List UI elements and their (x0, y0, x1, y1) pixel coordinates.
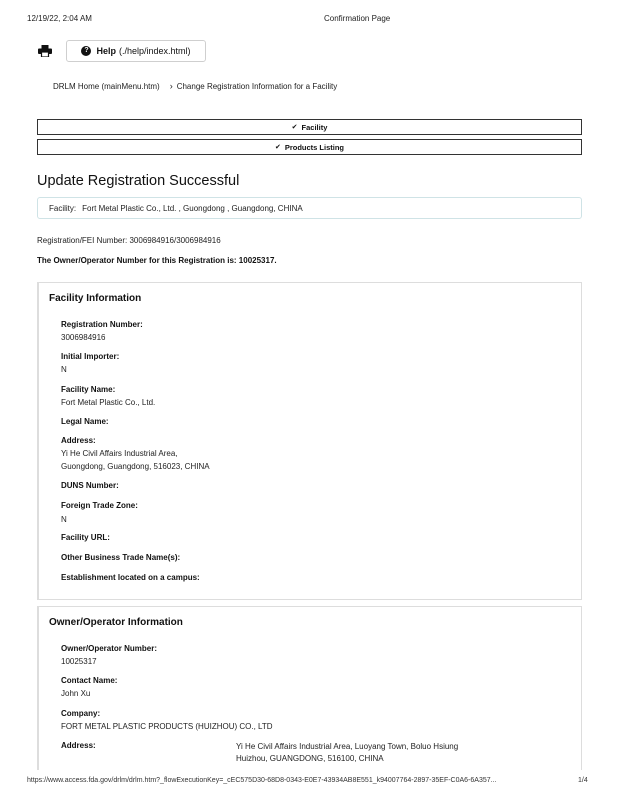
registration-number-label: Registration Number: (61, 320, 143, 329)
address-line-2: Guongdong, Guangdong, 516023, CHINA (61, 462, 210, 471)
breadcrumb-home-link[interactable]: DRLM Home (mainMenu.htm) (53, 81, 160, 91)
facility-information-title: Facility Information (49, 293, 142, 304)
products-listing-accordion-label: Products Listing (284, 142, 345, 152)
address-label: Address: (61, 436, 96, 445)
campus-label: Establishment located on a campus: (61, 573, 200, 582)
facility-summary-value: Fort Metal Plastic Co., Ltd. , Guongdong , Guangdong, CHINA (82, 203, 303, 213)
print-datetime: 12/19/22, 2:04 AM (27, 14, 92, 23)
legal-name-label: Legal Name: (61, 417, 109, 426)
company-value: FORT METAL PLASTIC PRODUCTS (HUIZHOU) CO., LTD (61, 722, 273, 731)
facility-accordion-label: Facility (301, 122, 328, 132)
check-icon: ✔ (274, 144, 281, 151)
facility-summary (37, 197, 582, 219)
foreign-trade-zone-value: N (61, 515, 67, 524)
owner-operator-information-title: Owner/Operator Information (49, 617, 183, 628)
breadcrumb-current: Change Registration Information for a Facility (176, 81, 338, 91)
address-line-1: Yi He Civil Affairs Industrial Area, (61, 449, 178, 458)
contact-name-label: Contact Name: (61, 676, 118, 685)
products-listing-accordion[interactable] (37, 139, 582, 155)
question-circle-icon: ? (81, 46, 91, 56)
facility-accordion[interactable] (37, 119, 582, 135)
chevron-right-icon: › (169, 81, 173, 91)
print-footer-url: https://www.access.fda.gov/drlm/drlm.htm?_flowExecutionKey=_cEC575D30-68D8-0343-E0E7-43934AB8E551_k94007764-2897-35EF-C0A6-6A357... (27, 777, 497, 784)
help-label: Help (96, 46, 116, 56)
owner-operator-number-line: The Owner/Operator Number for this Registration is: 10025317. (37, 256, 277, 265)
facility-information-card (37, 282, 582, 600)
initial-importer-value: N (61, 365, 67, 374)
check-icon: ✔ (291, 124, 298, 131)
print-page-title: Confirmation Page (324, 14, 391, 23)
page-heading: Update Registration Successful (37, 173, 240, 189)
duns-number-label: DUNS Number: (61, 481, 119, 490)
breadcrumb (53, 81, 337, 91)
print-page-number: 1/4 (578, 777, 588, 784)
initial-importer-label: Initial Importer: (61, 352, 120, 361)
owner-address-line-2: Huizhou, GUANGDONG, 516100, CHINA (236, 754, 384, 763)
other-trade-names-label: Other Business Trade Name(s): (61, 553, 181, 562)
foreign-trade-zone-label: Foreign Trade Zone: (61, 501, 138, 510)
owner-operator-information-card (37, 606, 582, 770)
owner-address-line-1: Yi He Civil Affairs Industrial Area, Luoyang Town, Boluo Hsiung (236, 742, 459, 751)
facility-name-value: Fort Metal Plastic Co., Ltd. (61, 398, 156, 407)
facility-summary-label: Facility: (49, 203, 77, 213)
help-button[interactable] (66, 40, 206, 62)
printer-icon[interactable] (38, 45, 52, 57)
company-label: Company: (61, 709, 101, 718)
facility-name-label: Facility Name: (61, 385, 116, 394)
registration-number-value: 3006984916 (61, 333, 106, 342)
owner-operator-number-value: 10025317 (61, 657, 97, 666)
help-url: (./help/index.html) (118, 46, 191, 56)
owner-address-label: Address: (61, 741, 96, 750)
facility-url-label: Facility URL: (61, 533, 110, 542)
registration-fei-number: Registration/FEI Number: 3006984916/3006984916 (37, 236, 221, 245)
owner-operator-number-label: Owner/Operator Number: (61, 644, 158, 653)
contact-name-value: John Xu (61, 689, 91, 698)
